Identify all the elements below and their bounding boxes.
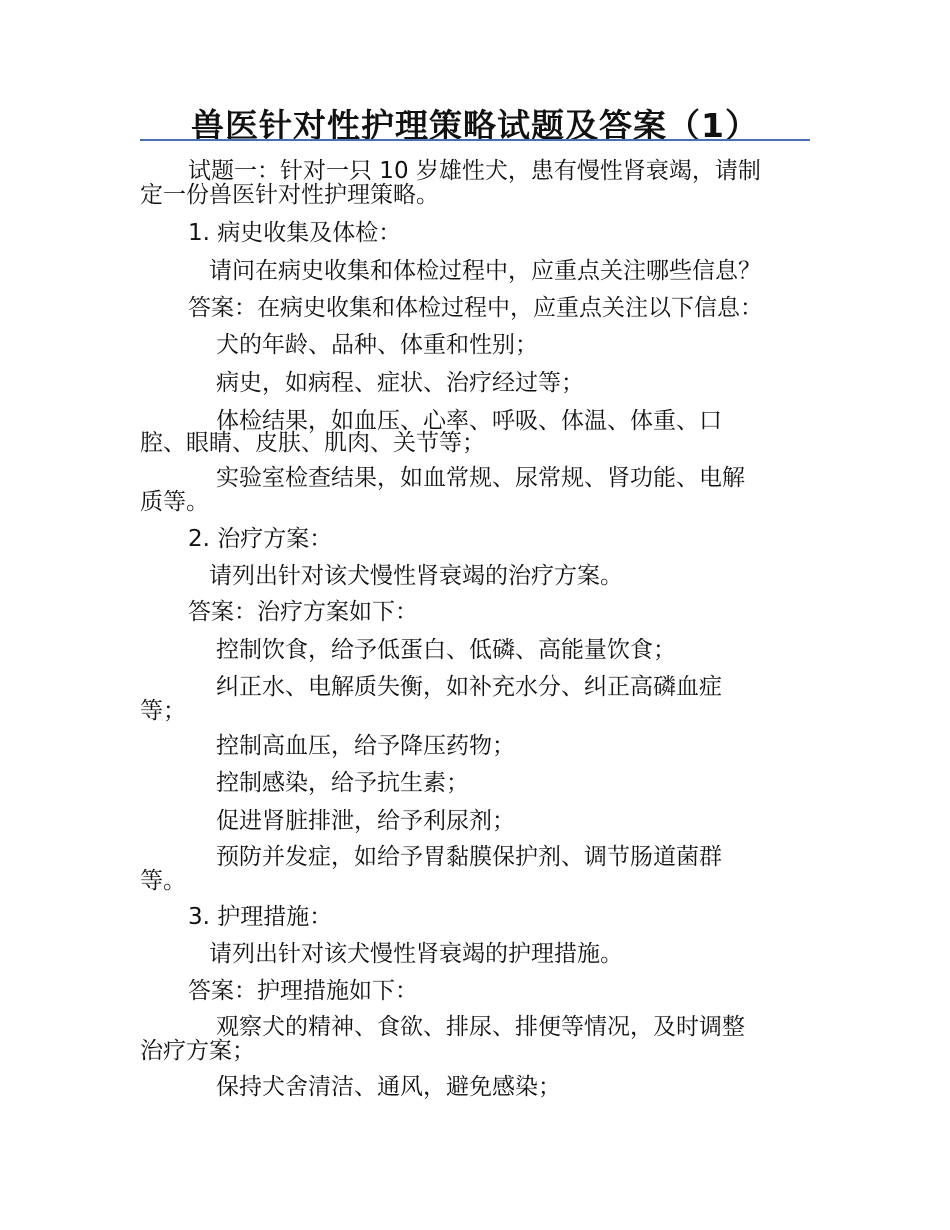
title-underline (140, 139, 810, 141)
section-2-item-1: 控制饮食，给予低蛋白、低磷、高能量饮食； (216, 637, 676, 663)
section-2-item-6-line2: 等。 (140, 868, 186, 894)
section-3-item-1-line2: 治疗方案； (140, 1038, 255, 1064)
section-2-item-2-line1: 纠正水、电解质失衡，如补充水分、纠正高磷血症 (216, 674, 722, 700)
section-1-item-3-line2: 腔、眼睛、皮肤、肌肉、关节等； (140, 430, 485, 456)
section-3-question: 请列出针对该犬慢性肾衰竭的护理措施。 (209, 941, 623, 967)
section-1-item-3-line1: 体检结果，如血压、心率、呼吸、体温、体重、口 (216, 408, 722, 434)
section-2-heading: 2. 治疗方案： (188, 526, 333, 552)
section-1-question: 请问在病史收集和体检过程中，应重点关注哪些信息？ (209, 258, 761, 284)
section-1-item-4-line1: 实验室检查结果，如血常规、尿常规、肾功能、电解 (216, 465, 745, 491)
section-1-answer: 答案：在病史收集和体检过程中，应重点关注以下信息： (188, 295, 763, 321)
section-2-item-4: 控制感染，给予抗生素； (216, 770, 469, 796)
section-3-item-2: 保持犬舍清洁、通风，避免感染； (216, 1074, 561, 1100)
section-1-item-1: 犬的年龄、品种、体重和性别； (216, 332, 538, 358)
section-3-item-1-line1: 观察犬的精神、食欲、排尿、排便等情况，及时调整 (216, 1014, 745, 1040)
section-2-item-6-line1: 预防并发症，如给予胃黏膜保护剂、调节肠道菌群 (216, 844, 722, 870)
section-2-question: 请列出针对该犬慢性肾衰竭的治疗方案。 (209, 563, 623, 589)
section-2-answer: 答案：治疗方案如下： (188, 599, 418, 625)
section-1-heading: 1. 病史收集及体检： (188, 220, 402, 246)
section-1-item-2: 病史，如病程、症状、治疗经过等； (216, 370, 584, 396)
section-2-item-2-line2: 等； (140, 698, 186, 724)
section-2-item-5: 促进肾脏排泄，给予利尿剂； (216, 808, 515, 834)
section-3-answer: 答案：护理措施如下： (188, 978, 418, 1004)
section-2-item-3: 控制高血压，给予降压药物； (216, 733, 515, 759)
document-title: 兽医针对性护理策略试题及答案（1） (191, 106, 759, 145)
question-intro-line1: 试题一：针对一只 10 岁雄性犬，患有慢性肾衰竭，请制 (188, 158, 761, 184)
question-intro-line2: 定一份兽医针对性护理策略。 (140, 182, 439, 208)
section-3-heading: 3. 护理措施： (188, 904, 333, 930)
section-1-item-4-line2: 质等。 (140, 489, 209, 515)
